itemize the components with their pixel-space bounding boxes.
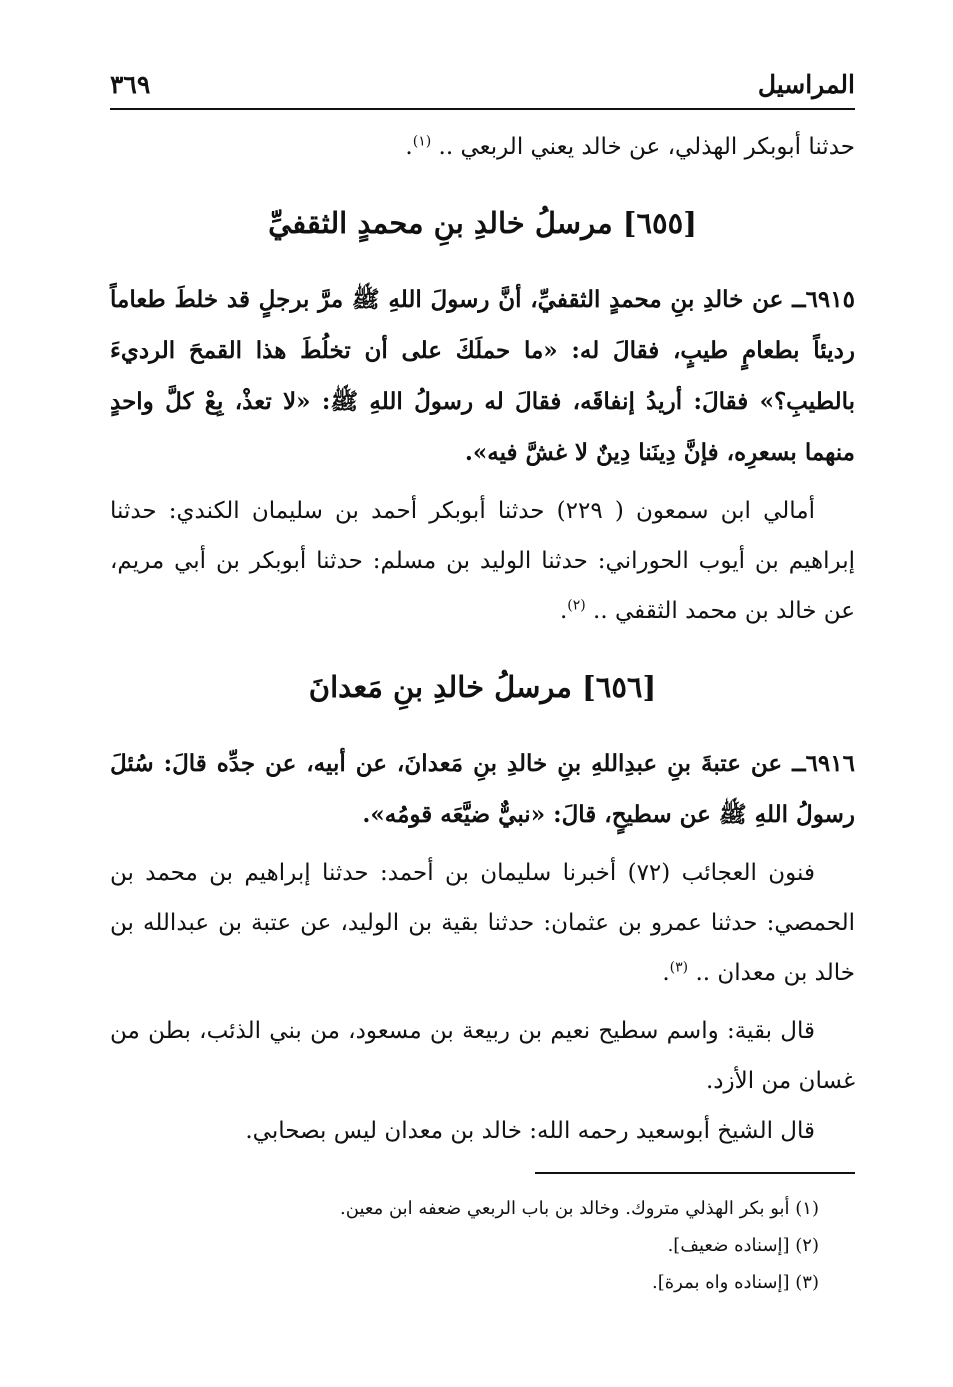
section-heading-655: [٦٥٥] مرسلُ خالدِ بنِ محمدٍ الثقفيِّ xyxy=(268,206,697,240)
source-6915 xyxy=(110,486,855,636)
source-text: فنون العجائب (٧٢) أخبرنا سليمان بن أحمد: حدثنا إبراهيم بن محمد بن الحمصي: حدثنا عمرو بن عثمان: حدثنا بقية بن الوليد، عن عتبة بن عبدالله بن خالد بن معدان .. xyxy=(110,860,855,986)
section-heading-656: [٦٥٦] مرسلُ خالدِ بنِ مَعدانَ xyxy=(308,670,657,704)
running-title: المراسيل xyxy=(757,70,855,99)
note-abu-said: قال الشيخ أبوسعيد رحمه الله: خالد بن معدان ليس بصحابي. xyxy=(245,1118,815,1144)
footnotes xyxy=(110,1190,855,1301)
footnote-1: (١) أبو بكر الهذلي متروك. وخالد بن باب الربعي ضعفه ابن معين. xyxy=(340,1198,819,1219)
source-end: . xyxy=(559,598,568,624)
footnote-3: (٣) [إسناده واه بمرة]. xyxy=(651,1272,819,1293)
continuation-text: حدثنا أبوبكر الهذلي، عن خالد يعني الربعي .. xyxy=(431,134,855,160)
footnote-ref-2: (٢) xyxy=(567,597,586,614)
footnote-divider xyxy=(535,1172,855,1174)
header-divider xyxy=(110,108,855,110)
continuation-end: . xyxy=(405,134,413,160)
note-baqiyya: قال بقية: واسم سطيح نعيم بن ربيعة بن مسعود، من بني الذئب، بطن من غسان من الأزد. xyxy=(110,1018,855,1094)
page-header xyxy=(110,60,855,100)
hadith-6915: ٦٩١٥ــ عن خالدِ بنِ محمدٍ الثقفيِّ، أنَّ رسولَ اللهِ ﷺ مرَّ برجلٍ قد خلطَ طعاماً رديئاً بطعامٍ طيبٍ، فقالَ له: «ما حملَكَ على أن تخلُطَ هذا القمحَ الرديءَ بالطيبِ؟» فقالَ: أريدُ إنفاقَه، فقالَ له رسولُ اللهِ ﷺ: «لا تعذْ، بِعْ كلَّ واحدٍ منهما بسعرِه، فإنَّ دِينَنا دِينٌ لا غشَّ فيه». xyxy=(110,286,855,466)
footnote-2: (٢) [إسناده ضعيف]. xyxy=(667,1235,819,1256)
page-number: ٣٦٩ xyxy=(110,70,151,99)
continuation-line xyxy=(110,122,855,172)
source-end: . xyxy=(662,960,670,986)
footnote-ref-1: (١) xyxy=(412,133,432,150)
footnote-ref-3: (٣) xyxy=(669,959,689,976)
book-page xyxy=(110,60,855,1301)
source-6916 xyxy=(110,848,855,998)
source-text: أمالي ابن سمعون ( ٢٢٩) حدثنا أبوبكر أحمد بن سليمان الكندي: حدثنا إبراهيم بن أيوب الحوراني: حدثنا الوليد بن مسلم: حدثنا أبوبكر بن أبي مريم، عن خالد بن محمد الثقفي .. xyxy=(110,498,855,624)
hadith-6916: ٦٩١٦ــ عن عتبةَ بنِ عبدِاللهِ بنِ خالدِ بنِ مَعدانَ، عن أبيه، عن جدِّه قالَ: سُئلَ رسولُ اللهِ ﷺ عن سطيحٍ، قالَ: «نبيٌّ ضيَّعَه قومُه». xyxy=(110,750,855,828)
